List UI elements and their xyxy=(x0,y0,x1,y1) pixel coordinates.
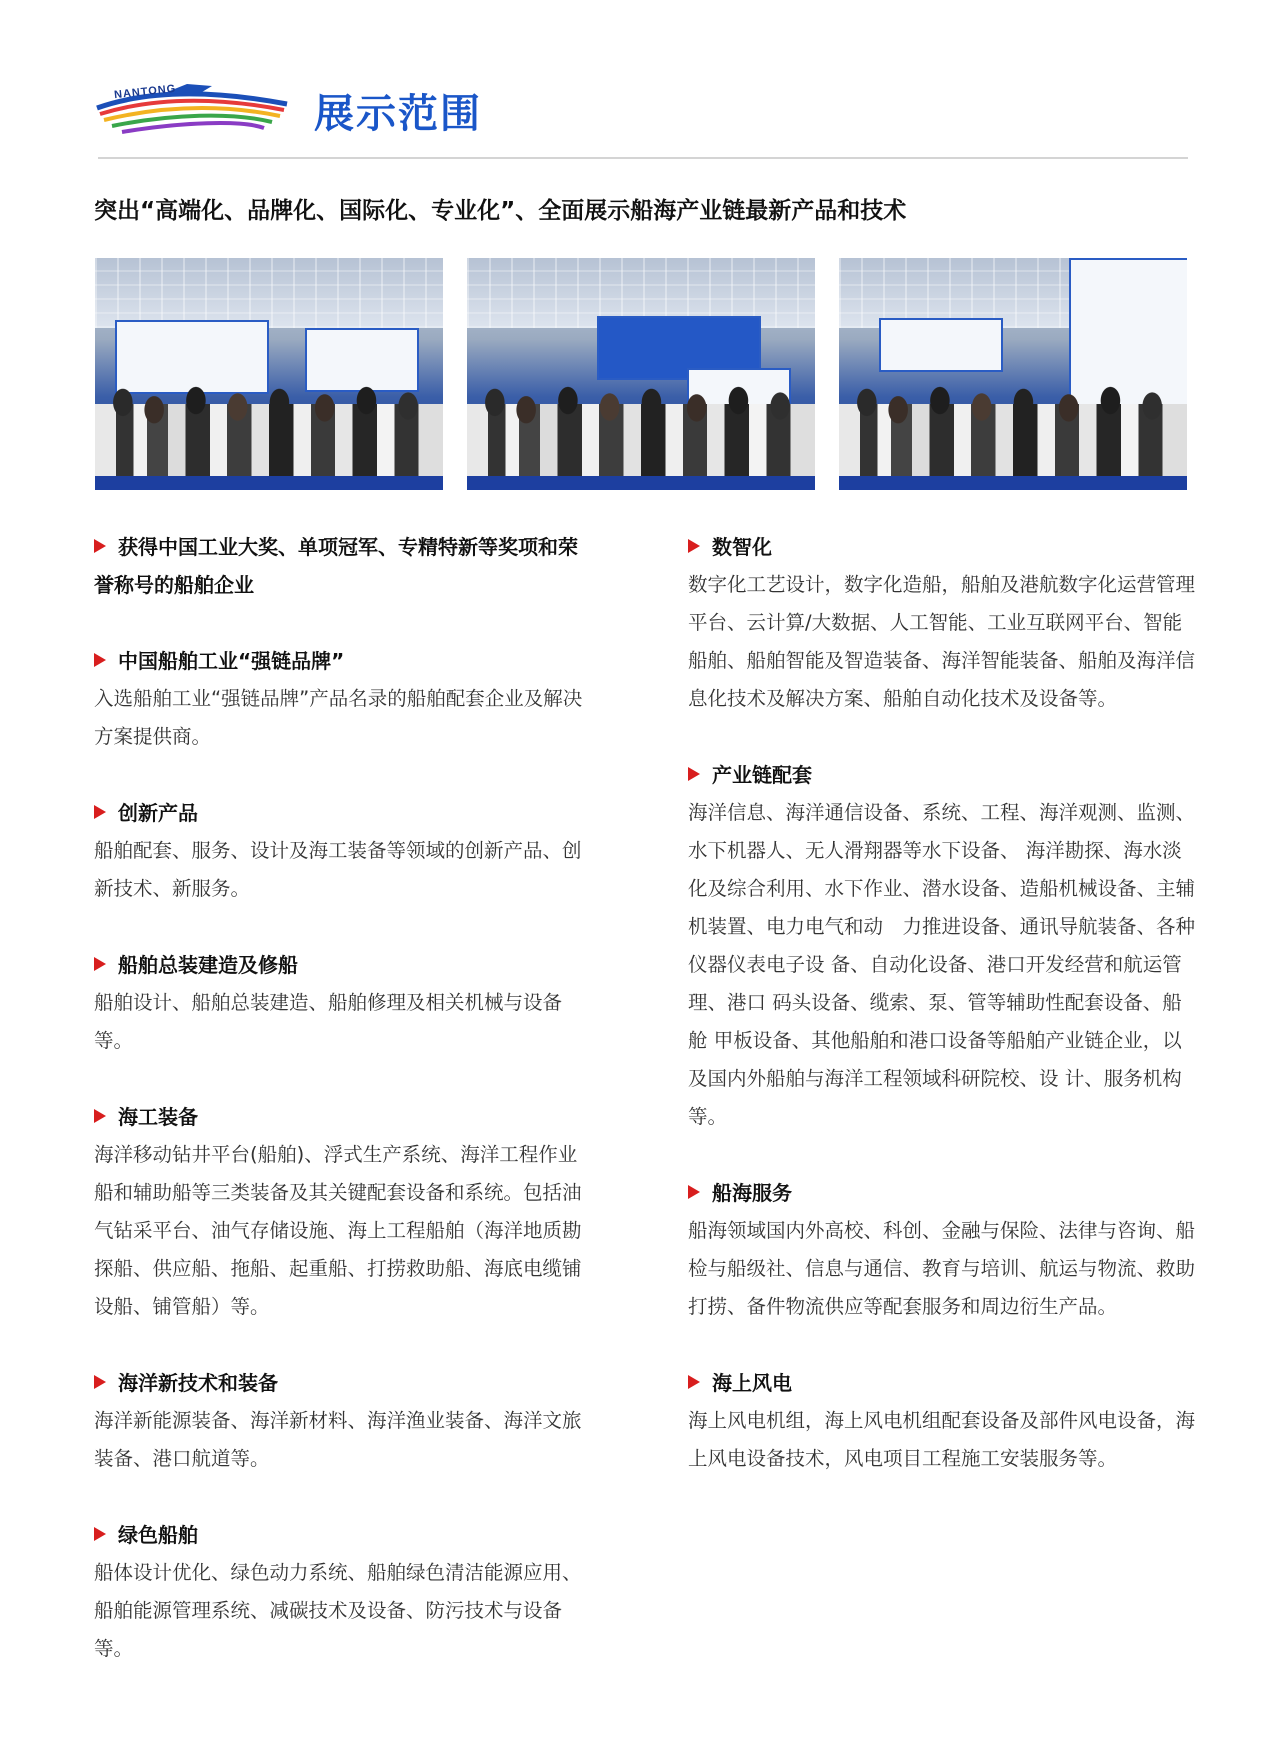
section-body: 船海领域国内外高校、科创、金融与保险、法律与咨询、船检与船级社、信息与通信、教育与培训、航运与物流、救助打捞、备件物流供应等配套服务和周边衍生产品。 xyxy=(688,1219,1196,1318)
section-marine-services xyxy=(688,1174,1196,1326)
header-divider xyxy=(98,157,1188,159)
section-body: 海洋信息、海洋通信设备、系统、工程、海洋观测、监测、水下机器人、无人滑翔器等水下设备、 海洋勘探、海水淡化及综合利用、水下作业、潜水设备、造船机械设备、主辅机装置、电力电气和动 力推进设备、通讯导航装备、各种仪器仪表电子设 备、自动化设备、港口开发经营和航运管理、港口 码头设备、缆索、泵、管等辅助性配套设备、船舱 甲板设备、其他船舶和港口设备等船舶产业链企业，以及国内外船舶与海洋工程领域科研院校、设 计、服务机构等。 xyxy=(688,801,1196,1128)
section-title: 数智化 xyxy=(712,535,772,559)
nantong-logo xyxy=(92,70,292,140)
section-body: 船舶设计、船舶总装建造、船舶修理及相关机械与设备等。 xyxy=(94,991,563,1052)
triangle-bullet-icon xyxy=(94,653,106,667)
logo-text: NANTONG xyxy=(113,82,177,102)
wave-logo-icon xyxy=(92,70,292,140)
triangle-bullet-icon xyxy=(94,805,106,819)
triangle-bullet-icon xyxy=(94,1375,106,1389)
section-innovative-products xyxy=(94,794,594,908)
section-body: 船体设计优化、绿色动力系统、船舶绿色清洁能源应用、船舶能源管理系统、减碳技术及设备、防污技术与设备等。 xyxy=(94,1561,582,1660)
triangle-bullet-icon xyxy=(688,1375,700,1389)
section-body: 船舶配套、服务、设计及海工装备等领域的创新产品、创新技术、新服务。 xyxy=(94,839,582,900)
page-header xyxy=(92,62,1192,142)
right-column xyxy=(688,528,1196,1516)
triangle-bullet-icon xyxy=(688,767,700,781)
section-title: 绿色船舶 xyxy=(118,1523,198,1547)
section-marine-tech xyxy=(94,1364,594,1478)
left-column xyxy=(94,528,594,1706)
triangle-bullet-icon xyxy=(688,539,700,553)
section-strong-chain-brand xyxy=(94,642,594,756)
section-title: 创新产品 xyxy=(118,801,198,825)
exhibition-photo-1 xyxy=(95,258,443,490)
section-title: 海上风电 xyxy=(712,1371,792,1395)
triangle-bullet-icon xyxy=(94,1527,106,1541)
section-title: 中国船舶工业“强链品牌” xyxy=(118,649,345,673)
section-body: 海洋移动钻井平台(船舶)、浮式生产系统、海洋工程作业船和辅助船等三类装备及其关键配套设备和系统。包括油 气钻采平台、油气存储设施、海上工程船舶（海洋地质勘探船、供应船、拖船、起重船、打捞救助船、海底电缆铺 设船、铺管船）等。 xyxy=(94,1143,582,1318)
section-title: 获得中国工业大奖、单项冠军、专精特新等奖项和荣誉称号的船舶企业 xyxy=(94,535,578,597)
section-body: 海洋新能源装备、海洋新材料、海洋渔业装备、海洋文旅装备、港口航道等。 xyxy=(94,1409,582,1470)
section-body: 海上风电机组，海上风电机组配套设备及部件风电设备，海上风电设备技术，风电项目工程施工安装服务等。 xyxy=(688,1409,1196,1470)
exhibition-photo-3 xyxy=(839,258,1187,490)
section-offshore-wind xyxy=(688,1364,1196,1478)
section-offshore-equipment xyxy=(94,1098,594,1326)
section-title: 海洋新技术和装备 xyxy=(118,1371,278,1395)
page-title: 展示范围 xyxy=(314,91,482,137)
section-body: 数字化工艺设计，数字化造船，船舶及港航数字化运营管理平台、云计算/大数据、人工智能、工业互联网平台、智能船舶、船舶智能及智造装备、海洋智能装备、船舶及海洋信息化技术及解决方案、船舶自动化技术及设备等。 xyxy=(688,573,1196,710)
triangle-bullet-icon xyxy=(688,1185,700,1199)
triangle-bullet-icon xyxy=(94,539,106,553)
section-body: 入选船舶工业“强链品牌”产品名录的船舶配套企业及解决方案提供商。 xyxy=(94,687,583,748)
triangle-bullet-icon xyxy=(94,957,106,971)
section-title: 产业链配套 xyxy=(712,763,812,787)
section-green-ships xyxy=(94,1516,594,1668)
section-digital-intelligence xyxy=(688,528,1196,718)
section-title: 船海服务 xyxy=(712,1181,792,1205)
section-supply-chain xyxy=(688,756,1196,1136)
triangle-bullet-icon xyxy=(94,1109,106,1123)
section-award-enterprises xyxy=(94,528,594,604)
section-title: 船舶总装建造及修船 xyxy=(118,953,298,977)
section-title: 海工装备 xyxy=(118,1105,198,1129)
headline: 突出“高端化、品牌化、国际化、专业化”、全面展示船海产业链最新产品和技术 xyxy=(94,198,907,224)
section-shipbuilding xyxy=(94,946,594,1060)
exhibition-photo-2 xyxy=(467,258,815,490)
